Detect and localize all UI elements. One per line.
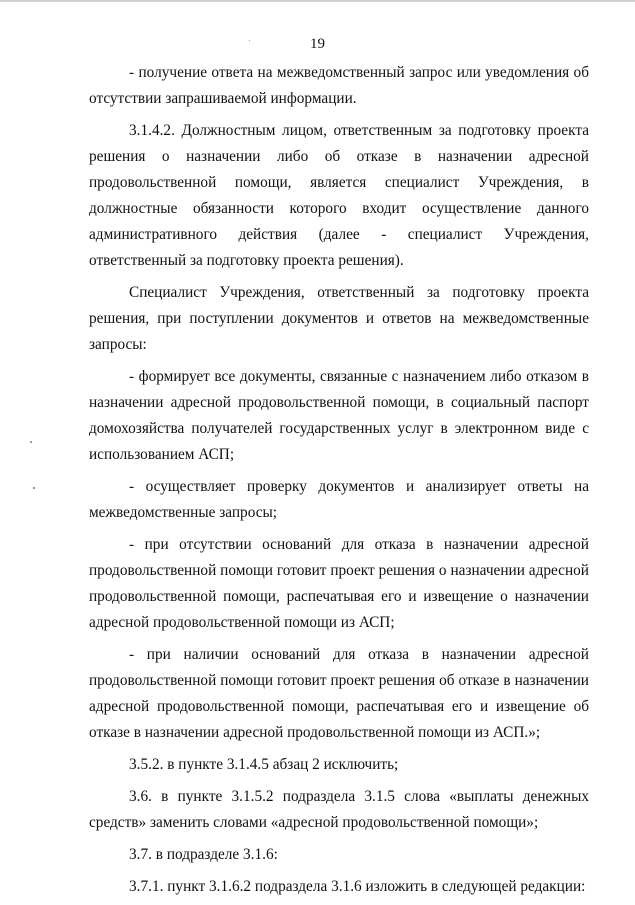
page-top-edge — [0, 0, 635, 2]
paragraph: - при наличии оснований для отказа в назначении адресной продовольственной помощи готовит проект решения об отказе в назначении адресной продовольственной помощи, распечатывая его и извещение об отказе в назначении адресной продовольственной помощи из АСП.»; — [89, 646, 589, 741]
scan-speck — [249, 40, 250, 41]
paragraph: 3.7. в подразделе 3.1.6: — [129, 846, 278, 863]
document-body — [89, 60, 589, 900]
scan-speck — [30, 441, 32, 443]
paragraph: 3.1.4.2. Должностным лицом, ответственным за подготовку проекта решения о назначении либо об отказе в назначении адресной продовольственной помощи, является специалист Учреждения, в должностные обязанности которого входит осуществление данного административного действия (далее - специалист Учреждения, ответственный за подготовку проекта решения). — [89, 122, 589, 269]
paragraph: 3.6. в пункте 3.1.5.2 подраздела 3.1.5 слова «выплаты денежных средств» заменить словами «адресной продовольственной помощи»; — [89, 788, 589, 831]
paragraph: - получение ответа на межведомственный запрос или уведомления об отсутствии запрашиваемой информации. — [89, 64, 589, 107]
paragraph: 3.5.2. в пункте 3.1.4.5 абзац 2 исключить; — [129, 756, 399, 773]
paragraph: - формирует все документы, связанные с назначением либо отказом в назначении адресной продовольственной помощи, в социальный паспорт домохозяйства получателей государственных услуг в электронном виде с использованием АСП; — [89, 368, 589, 463]
paragraph: - при отсутствии оснований для отказа в назначении адресной продовольственной помощи готовит проект решения о назначении адресной продовольственной помощи, распечатывая его и извещение о назначении адресной продовольственной помощи из АСП; — [89, 536, 589, 631]
paragraph: Специалист Учреждения, ответственный за подготовку проекта решения, при поступлении документов и ответов на межведомственные запросы: — [89, 284, 589, 353]
paragraph: - осуществляет проверку документов и анализирует ответы на межведомственные запросы; — [89, 478, 589, 521]
scan-speck — [33, 487, 35, 489]
page-number: 19 — [310, 36, 325, 52]
paragraph: 3.7.1. пункт 3.1.6.2 подраздела 3.1.6 изложить в следующей редакции: — [129, 878, 586, 895]
